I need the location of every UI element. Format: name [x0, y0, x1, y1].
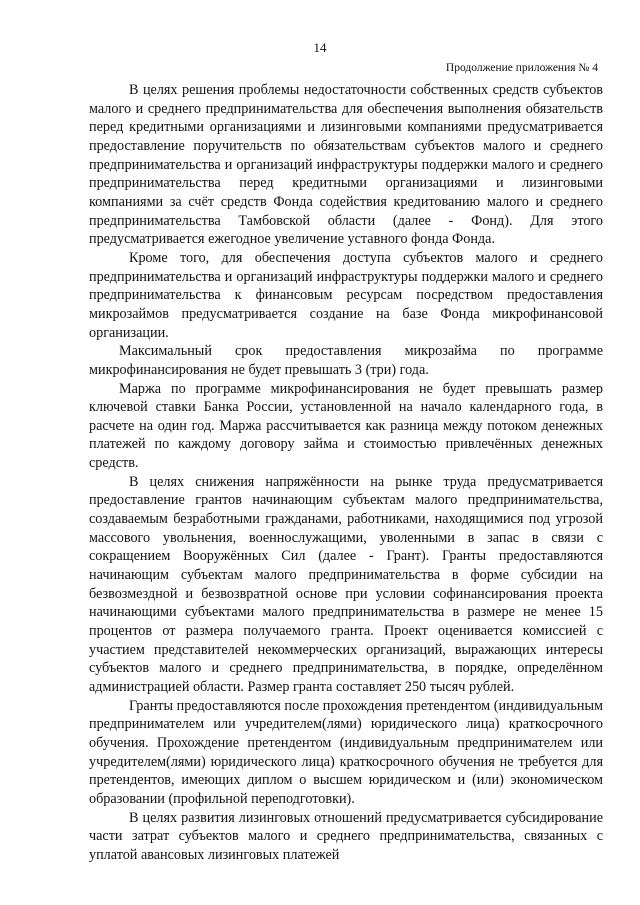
running-head: Продолжение приложения № 4 — [445, 62, 598, 74]
paragraph-leasing: В целях развития лизинговых отношений предусматривается субсидирование части затрат субъектов малого и среднего предпринимательства, связанных с уплатой авансовых лизинговых платежей — [89, 809, 603, 863]
page-number: 14 — [313, 40, 327, 55]
document-body — [89, 81, 603, 865]
paragraph-microfinance: Кроме того, для обеспечения доступа субъектов малого и среднего предпринимательства и организаций инфраструктуры поддержки малого и среднего предпринимательства к финансовым ресурсам посредством предоставления микрозаймов предусматривается создание на базе Фонда микрофинансовой организации. — [89, 249, 603, 341]
paragraph-margin: Маржа по программе микрофинансирования не будет превышать размер ключевой ставки Банка России, установленной на начало календарного года, в расчете на один год. Маржа рассчитывается как разница между потоком денежных платежей по каждому договору займа и стоимостью привлечённых денежных средств. — [89, 380, 603, 472]
paragraph-grants: В целях снижения напряжённости на рынке труда предусматривается предоставление грантов начинающим субъектам малого предпринимательства, создаваемым безработными гражданами, работниками, находящимися под угрозой массового увольнения, военнослужащими, уволенными в запас в связи с сокращением Вооружённых Сил (далее - Грант). Гранты предоставляются начинающим субъектам малого предпринимательства в форме субсидии на безвозмездной и безвозвратной основе при условии софинансирования проекта начинающими субъектами малого предпринимательства в размере не менее 15 процентов от размера получаемого гранта. Проект оценивается комиссией с участием представителей некоммерческих организаций, выражающих интересы субъектов малого и среднего предпринимательства, в порядке, определённом администрацией области. Размер гранта составляет 250 тысяч рублей. — [89, 473, 603, 695]
paragraph-max-term: Максимальный срок предоставления микрозайма по программе микрофинансирования не будет превышать 3 (три) года. — [89, 343, 603, 378]
paragraph-guarantees: В целях решения проблемы недостаточности собственных средств субъектов малого и среднего предпринимательства для обеспечения выполнения обязательств перед кредитными организациями и лизинговыми компаниями предусматривается предоставление поручительств по обязательствам субъектов малого и среднего предпринимательства и организаций инфраструктуры поддержки малого и среднего предпринимательства перед кредитными организациями и лизинговыми компаниями за счёт средств Фонда содействия кредитованию малого и среднего предпринимательства Тамбовской области (далее - Фонд). Для этого предусматривается ежегодное увеличение уставного фонда Фонда. — [89, 82, 603, 248]
paragraph-grant-training: Гранты предоставляются после прохождения претендентом (индивидуальным предпринимателем или учредителем(лями) юридического лица) краткосрочного обучения. Прохождение претендентом (индивидуальным предпринимателем или учредителем(лями) юридического лица) краткосрочного обучения не требуется для претендентов, имеющих диплом о высшем юридическом и (или) экономическом образовании (профильной переподготовки). — [89, 697, 603, 807]
